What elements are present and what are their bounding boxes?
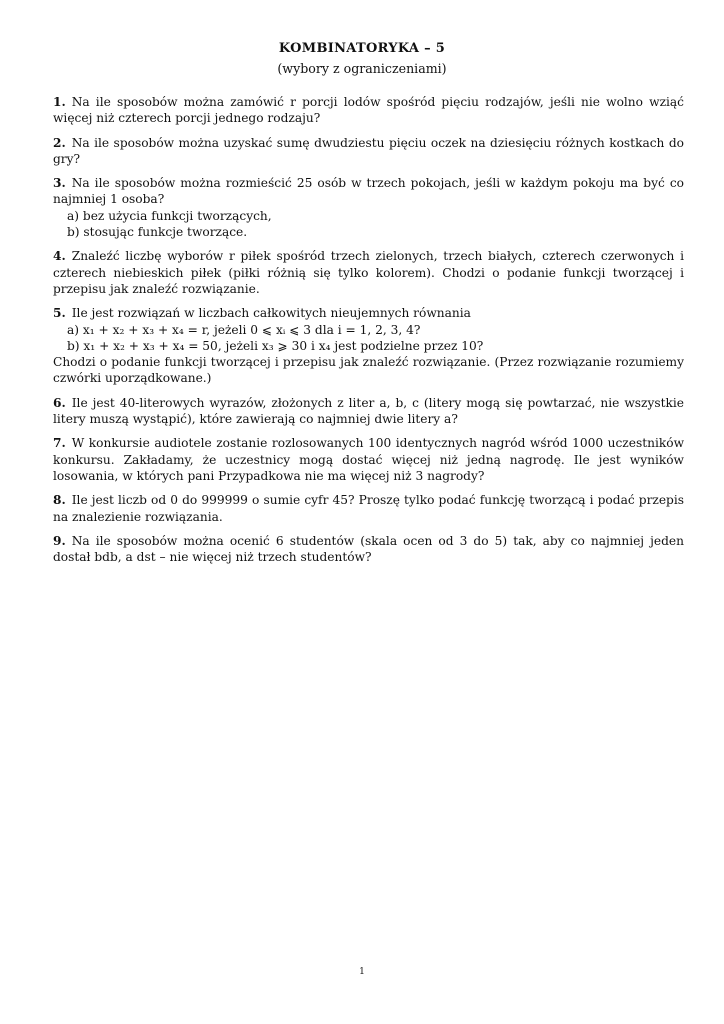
problem-number: 8. (53, 493, 66, 508)
problem-text: Ile jest liczb od 0 do 999999 o sumie cyfr 45? Proszę tylko podać funkcję tworzącą i podać przepis na znalezienie rozwiązania. (53, 493, 684, 524)
problem-number: 9. (53, 533, 66, 548)
problem-number: 7. (53, 436, 66, 451)
problem-7 (53, 435, 684, 484)
problem-number: 1. (53, 95, 66, 109)
problem-number: 3. (53, 176, 66, 191)
problem-note: Chodzi o podanie funkcji tworzącej i przepisu jak znaleźć rozwiązanie. (Przez rozwiązanie rozumiemy czwórki uporządkowane.) (53, 355, 684, 386)
subproblem-b: b) stosując funkcje tworzące. (67, 225, 248, 240)
page-number: 1 (359, 967, 365, 977)
problem-text: W konkursie audiotele zostanie rozlosowanych 100 identycznych nagród wśród 1000 uczestników konkursu. Zakładamy, że uczestnicy mogą dostać więcej niż jedną nagrodę. Ile jest wyników losowania, w których pani Przypadkowa nie ma więcej niż 3 nagrody? (53, 436, 684, 483)
problem-number: 5. (53, 306, 66, 321)
page-title: KOMBINATORYKA – 5 (278, 41, 446, 56)
problem-5 (53, 305, 684, 386)
problem-text: Na ile sposobów można rozmieścić 25 osób w trzech pokojach, jeśli w każdym pokoju ma być co najmniej 1 osoba? (53, 176, 684, 207)
problem-text: Na ile sposobów można zamówić r porcji lodów spośród pięciu rodzajów, jeśli nie wolno wziąć więcej niż czterech porcji jednego rodzaju? (53, 95, 684, 126)
problem-6 (53, 395, 684, 428)
problem-9 (53, 533, 684, 566)
problem-number: 4. (53, 249, 66, 264)
problem-3 (53, 175, 684, 240)
problem-text: Znaleźć liczbę wyborów r piłek spośród trzech zielonych, trzech białych, czterech czerwonych i czterech niebieskich piłek (piłki różnią się tylko kolorem). Chodzi o podanie funkcji tworzącej i przepisu jak znaleźć rozwiązanie. (53, 249, 684, 296)
problem-list (53, 94, 684, 573)
problem-8 (53, 492, 684, 525)
subproblem-a: a) x₁ + x₂ + x₃ + x₄ = r, jeżeli 0 ⩽ xᵢ ⩽ 3 dla i = 1, 2, 3, 4? (67, 322, 421, 337)
problem-4 (53, 248, 684, 297)
subproblem-b: b) x₁ + x₂ + x₃ + x₄ = 50, jeżeli x₃ ⩾ 30 i x₄ jest podzielne przez 10? (67, 338, 484, 353)
problem-1 (53, 94, 684, 127)
subproblem-a: a) bez użycia funkcji tworzących, (67, 208, 272, 223)
problem-text: Ile jest rozwiązań w liczbach całkowitych nieujemnych równania (71, 306, 471, 321)
problem-number: 6. (53, 395, 66, 410)
problem-text: Na ile sposobów można uzyskać sumę dwudziestu pięciu oczek na dziesięciu różnych kostkach do gry? (53, 135, 684, 166)
problem-number: 2. (53, 135, 66, 150)
problem-text: Na ile sposobów można ocenić 6 studentów (skala ocen od 3 do 5) tak, aby co najmniej jeden dostał bdb, a dst – nie więcej niż trzech studentów? (53, 533, 684, 565)
page-subtitle: (wybory z ograniczeniami) (277, 61, 447, 76)
problem-2 (53, 135, 684, 168)
problem-text: Ile jest 40-literowych wyrazów, złożonych z liter a, b, c (litery mogą się powtarzać, nie wszystkie litery muszą wystąpić), które zawierają co najmniej dwie litery a? (53, 395, 684, 427)
